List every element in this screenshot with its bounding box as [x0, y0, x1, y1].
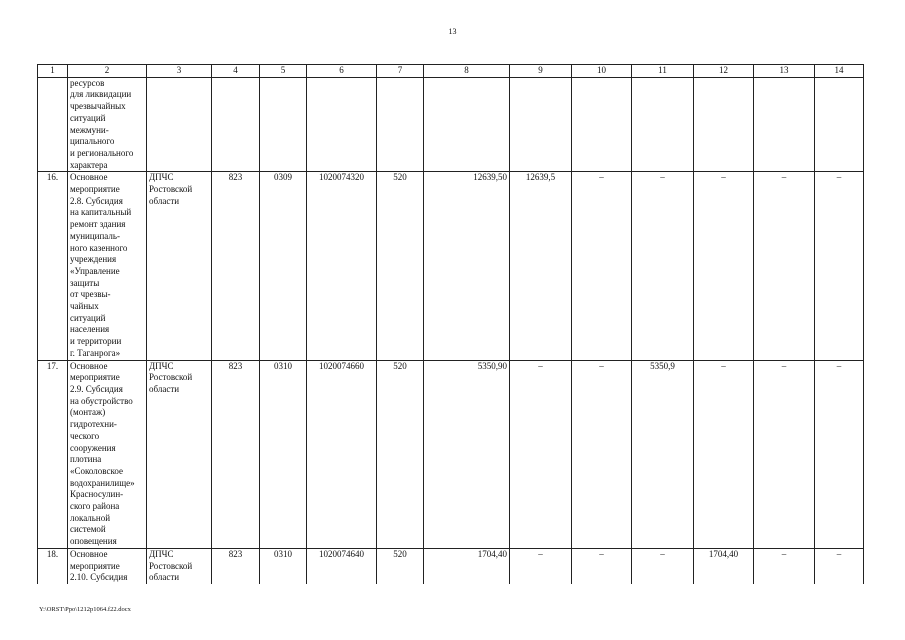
year-amount-cell: 12639,5	[510, 172, 572, 360]
row-number-cell: 16.	[38, 172, 68, 360]
year-amount-cell	[754, 77, 815, 172]
vr-code-cell	[377, 77, 424, 172]
column-header: 3	[147, 65, 212, 78]
activity-name-cell: ресурсов для ликвидации чрезвычайных ситуаций межмуни- ципального и регионального характера	[68, 77, 147, 172]
column-header: 4	[212, 65, 260, 78]
year-amount-cell: 1704,40	[694, 548, 754, 584]
csr-code-cell: 1020074660	[307, 360, 377, 548]
csr-code-cell	[307, 77, 377, 172]
year-amount-cell	[572, 77, 632, 172]
csr-code-cell: 1020074320	[307, 172, 377, 360]
year-amount-cell	[510, 77, 572, 172]
year-amount-cell: –	[632, 172, 694, 360]
page-number: 13	[448, 27, 457, 36]
rzpr-code-cell: 0310	[260, 548, 307, 584]
column-header: 5	[260, 65, 307, 78]
row-number-cell: 18.	[38, 548, 68, 584]
grbs-code-cell: 823	[212, 172, 260, 360]
year-amount-cell: –	[815, 360, 864, 548]
activity-name-cell: Основное мероприятие 2.10. Субсидия	[68, 548, 147, 584]
header-row	[38, 65, 864, 78]
year-amount-cell	[694, 77, 754, 172]
rzpr-code-cell	[260, 77, 307, 172]
year-amount-cell: –	[754, 360, 815, 548]
executor-cell: ДПЧС Ростовской области	[147, 172, 212, 360]
year-amount-cell	[815, 77, 864, 172]
year-amount-cell: –	[754, 172, 815, 360]
footer-file-path: Y:\ORST\Ppo\1212p1064.f22.docx	[39, 606, 131, 613]
table-row	[38, 548, 864, 584]
row-number-cell: 17.	[38, 360, 68, 548]
total-amount-cell: 12639,50	[424, 172, 510, 360]
grbs-code-cell: 823	[212, 360, 260, 548]
column-header: 13	[754, 65, 815, 78]
vr-code-cell: 520	[377, 360, 424, 548]
year-amount-cell: –	[572, 548, 632, 584]
rzpr-code-cell: 0310	[260, 360, 307, 548]
executor-cell: ДПЧС Ростовской области	[147, 548, 212, 584]
year-amount-cell: –	[572, 360, 632, 548]
column-header: 9	[510, 65, 572, 78]
table-row	[38, 77, 864, 172]
grbs-code-cell: 823	[212, 548, 260, 584]
year-amount-cell	[632, 77, 694, 172]
year-amount-cell: –	[510, 360, 572, 548]
column-header: 14	[815, 65, 864, 78]
year-amount-cell: 5350,9	[632, 360, 694, 548]
vr-code-cell: 520	[377, 548, 424, 584]
year-amount-cell: –	[510, 548, 572, 584]
year-amount-cell: –	[815, 172, 864, 360]
total-amount-cell: 1704,40	[424, 548, 510, 584]
year-amount-cell: –	[694, 172, 754, 360]
column-header: 2	[68, 65, 147, 78]
column-header: 12	[694, 65, 754, 78]
total-amount-cell	[424, 77, 510, 172]
activity-name-cell: Основное мероприятие 2.9. Субсидия на обустройство (монтаж) гидротехни- ческого сооружения плотина «Соколовское водохранилище» Красносулин- ского района локальной системой оповещения	[68, 360, 147, 548]
column-header: 1	[38, 65, 68, 78]
table-row	[38, 172, 864, 360]
grbs-code-cell	[212, 77, 260, 172]
total-amount-cell: 5350,90	[424, 360, 510, 548]
year-amount-cell: –	[572, 172, 632, 360]
column-header: 10	[572, 65, 632, 78]
column-header: 6	[307, 65, 377, 78]
rzpr-code-cell: 0309	[260, 172, 307, 360]
executor-cell	[147, 77, 212, 172]
column-header: 11	[632, 65, 694, 78]
year-amount-cell: –	[815, 548, 864, 584]
year-amount-cell: –	[632, 548, 694, 584]
year-amount-cell: –	[694, 360, 754, 548]
column-header: 8	[424, 65, 510, 78]
table-row	[38, 360, 864, 548]
budget-table	[37, 64, 864, 584]
csr-code-cell: 1020074640	[307, 548, 377, 584]
activity-name-cell: Основное мероприятие 2.8. Субсидия на капитальный ремонт здания муниципаль- ного казенного учреждения «Управление защиты от чрезвы- чайных ситуаций населения и территории г. Таганрога»	[68, 172, 147, 360]
executor-cell: ДПЧС Ростовской области	[147, 360, 212, 548]
row-number-cell	[38, 77, 68, 172]
year-amount-cell: –	[754, 548, 815, 584]
column-header: 7	[377, 65, 424, 78]
vr-code-cell: 520	[377, 172, 424, 360]
